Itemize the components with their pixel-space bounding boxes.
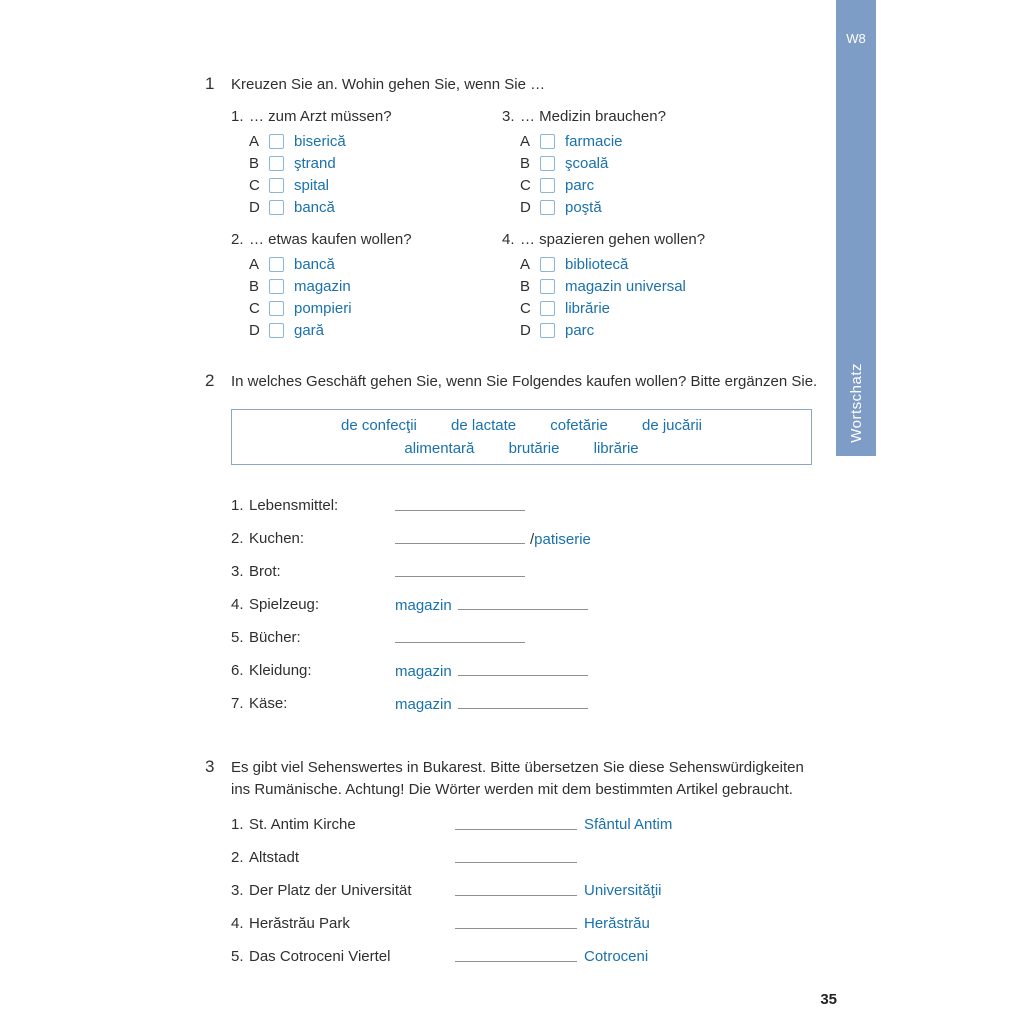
answer-hint: Herăstrău — [584, 915, 650, 932]
answer-area — [395, 662, 588, 680]
fill-in-list — [231, 497, 845, 728]
item-label: Altstadt — [249, 849, 300, 866]
question-text: … spazieren gehen wollen? — [520, 231, 706, 248]
options — [231, 253, 502, 341]
checkbox[interactable] — [269, 134, 284, 149]
option-row — [249, 152, 502, 174]
item-number: 5. — [231, 948, 244, 965]
item-label: Käse: — [249, 695, 288, 712]
translation-item — [231, 948, 845, 981]
exercise-2 — [205, 371, 845, 728]
exercise-title: Es gibt viel Sehenswertes in Bukarest. Bitte übersetzen Sie diese Sehenswürdigkeiten ins Rumänische. Achtung! Die Wörter werden mit dem bestimmten Artikel gebraucht. — [231, 759, 804, 798]
exercise-3-header — [205, 757, 845, 801]
checkbox[interactable] — [269, 156, 284, 171]
option-letter: D — [249, 198, 260, 216]
item-label: Kuchen: — [249, 530, 305, 547]
answer-blank — [455, 816, 577, 830]
question-number: 4. — [502, 231, 515, 248]
chapter-tab: W8 — [846, 31, 866, 46]
option-label: bancă — [294, 255, 335, 273]
question-title — [231, 107, 502, 127]
translation-item — [231, 849, 845, 882]
option-label: bibliotecă — [565, 255, 629, 273]
option-label: librărie — [565, 299, 611, 317]
exercise-2-header — [205, 371, 845, 393]
answer-area — [395, 695, 588, 713]
option-label: spital — [294, 176, 330, 194]
checkbox[interactable] — [269, 257, 284, 272]
checkbox[interactable] — [269, 301, 284, 316]
option-letter: B — [520, 277, 531, 295]
word-option: de jucării — [641, 417, 703, 434]
option-letter: D — [520, 198, 531, 216]
word-option: cofetărie — [550, 417, 608, 434]
question-number: 3. — [502, 108, 515, 125]
option-label: pompieri — [294, 299, 352, 317]
question-1 — [231, 107, 502, 218]
checkbox[interactable] — [540, 178, 555, 193]
translation-item — [231, 915, 845, 948]
option-letter: C — [520, 299, 531, 317]
item-number: 5. — [231, 629, 244, 646]
question-number: 2. — [231, 231, 244, 248]
item-label: Kleidung: — [249, 662, 312, 679]
slash-separator: / — [530, 531, 535, 548]
fill-item — [231, 662, 845, 695]
item-label: Lebensmittel: — [249, 497, 339, 514]
fill-item — [231, 629, 845, 662]
exercise-3 — [205, 757, 845, 981]
question-4 — [502, 230, 822, 341]
option-letter: D — [249, 321, 260, 339]
page-number: 35 — [820, 991, 837, 1008]
item-label: Das Cotroceni Viertel — [249, 948, 391, 965]
checkbox[interactable] — [269, 323, 284, 338]
word-box-line-2 — [232, 437, 811, 460]
answer-area — [395, 530, 591, 548]
option-label: biserică — [294, 132, 346, 150]
option-row — [520, 275, 822, 297]
answer-blank — [455, 882, 577, 896]
item-number: 1. — [231, 497, 244, 514]
exercise-title: Kreuzen Sie an. Wohin gehen Sie, wenn Sie … — [231, 76, 546, 93]
fill-item — [231, 695, 845, 728]
translation-item — [231, 816, 845, 849]
option-row — [520, 319, 822, 341]
answer-hint: Sfântul Antim — [584, 816, 673, 833]
option-label: ştrand — [294, 154, 336, 172]
question-number: 1. — [231, 108, 244, 125]
option-letter: D — [520, 321, 531, 339]
option-row — [520, 152, 822, 174]
options — [502, 253, 822, 341]
exercise-1 — [205, 74, 845, 341]
checkbox[interactable] — [540, 134, 555, 149]
checkbox[interactable] — [540, 301, 555, 316]
option-letter: B — [520, 154, 531, 172]
fill-item — [231, 497, 845, 530]
answer-suffix: patiserie — [534, 531, 591, 548]
word-option: brutărie — [508, 440, 560, 457]
word-box — [231, 409, 812, 465]
options — [231, 130, 502, 218]
option-label: parc — [565, 321, 595, 339]
answer-prefix: magazin — [395, 663, 452, 680]
item-number: 2. — [231, 849, 244, 866]
answer-blank — [455, 948, 577, 962]
option-row — [249, 196, 502, 218]
option-letter: C — [249, 176, 260, 194]
option-label: gară — [294, 321, 325, 339]
option-label: poştă — [565, 198, 602, 216]
option-label: şcoală — [565, 154, 609, 172]
option-label: bancă — [294, 198, 335, 216]
option-row — [249, 275, 502, 297]
word-box-line-1 — [232, 414, 811, 437]
item-number: 4. — [231, 596, 244, 613]
answer-area — [395, 596, 588, 614]
exercise-number: 3 — [205, 757, 215, 776]
option-letter: C — [249, 299, 260, 317]
word-option: de lactate — [451, 417, 517, 434]
option-row — [249, 253, 502, 275]
item-label: Herăstrău Park — [249, 915, 350, 932]
option-letter: A — [249, 132, 260, 150]
word-option: alimentară — [404, 440, 475, 457]
item-label: Brot: — [249, 563, 281, 580]
option-letter: C — [520, 176, 531, 194]
option-row — [520, 297, 822, 319]
answer-blank — [458, 695, 588, 709]
question-grid — [231, 107, 845, 341]
answer-area — [395, 563, 525, 581]
option-letter: B — [249, 277, 260, 295]
option-row — [520, 174, 822, 196]
answer-prefix: magazin — [395, 597, 452, 614]
item-number: 6. — [231, 662, 244, 679]
item-label: St. Antim Kirche — [249, 816, 356, 833]
exercise-number: 1 — [205, 74, 215, 93]
option-label: parc — [565, 176, 595, 194]
checkbox[interactable] — [540, 200, 555, 215]
word-option: de confecţii — [340, 417, 417, 434]
exercise-1-header — [205, 74, 845, 96]
checkbox[interactable] — [269, 178, 284, 193]
answer-blank — [395, 497, 525, 511]
answer-area — [395, 497, 525, 515]
answer-area — [395, 629, 525, 647]
checkbox[interactable] — [540, 257, 555, 272]
answer-blank — [395, 629, 525, 643]
question-text: … etwas kaufen wollen? — [249, 231, 412, 248]
answer-blank — [458, 662, 588, 676]
exercise-title: In welches Geschäft gehen Sie, wenn Sie Folgendes kaufen wollen? Bitte ergänzen Sie. — [231, 373, 818, 390]
option-row — [249, 130, 502, 152]
translation-item — [231, 882, 845, 915]
option-row — [249, 297, 502, 319]
answer-blank — [458, 596, 588, 610]
item-label: Spielzeug: — [249, 596, 320, 613]
option-letter: B — [249, 154, 260, 172]
section-label-wortschatz: Wortschatz — [847, 363, 865, 443]
fill-item — [231, 530, 845, 563]
option-label: magazin universal — [565, 277, 686, 295]
question-text: … zum Arzt müssen? — [249, 108, 392, 125]
fill-item — [231, 596, 845, 629]
checkbox[interactable] — [540, 156, 555, 171]
item-number: 7. — [231, 695, 244, 712]
answer-blank — [395, 530, 525, 544]
checkbox[interactable] — [540, 279, 555, 294]
question-title — [502, 107, 822, 127]
options — [502, 130, 822, 218]
question-title — [502, 230, 822, 250]
answer-blank — [455, 849, 577, 863]
option-label: magazin — [294, 277, 351, 295]
item-number: 4. — [231, 915, 244, 932]
option-row — [249, 174, 502, 196]
option-row — [520, 130, 822, 152]
option-row — [249, 319, 502, 341]
item-number: 2. — [231, 530, 244, 547]
checkbox[interactable] — [269, 279, 284, 294]
exercise-number: 2 — [205, 371, 215, 390]
translation-list — [231, 816, 845, 981]
answer-hint: Universităţii — [584, 882, 662, 899]
fill-item — [231, 563, 845, 596]
item-label: Der Platz der Universität — [249, 882, 412, 899]
question-3 — [502, 107, 822, 218]
question-2 — [231, 230, 502, 341]
word-option: librărie — [593, 440, 639, 457]
item-label: Bücher: — [249, 629, 301, 646]
item-number: 1. — [231, 816, 244, 833]
item-number: 3. — [231, 882, 244, 899]
answer-blank — [395, 563, 525, 577]
option-label: farmacie — [565, 132, 623, 150]
option-row — [520, 196, 822, 218]
checkbox[interactable] — [540, 323, 555, 338]
option-letter: A — [520, 132, 531, 150]
question-title — [231, 230, 502, 250]
option-letter: A — [249, 255, 260, 273]
option-letter: A — [520, 255, 531, 273]
question-text: … Medizin brauchen? — [520, 108, 666, 125]
checkbox[interactable] — [269, 200, 284, 215]
option-row — [520, 253, 822, 275]
answer-blank — [455, 915, 577, 929]
answer-hint: Cotroceni — [584, 948, 649, 965]
answer-prefix: magazin — [395, 696, 452, 713]
item-number: 3. — [231, 563, 244, 580]
